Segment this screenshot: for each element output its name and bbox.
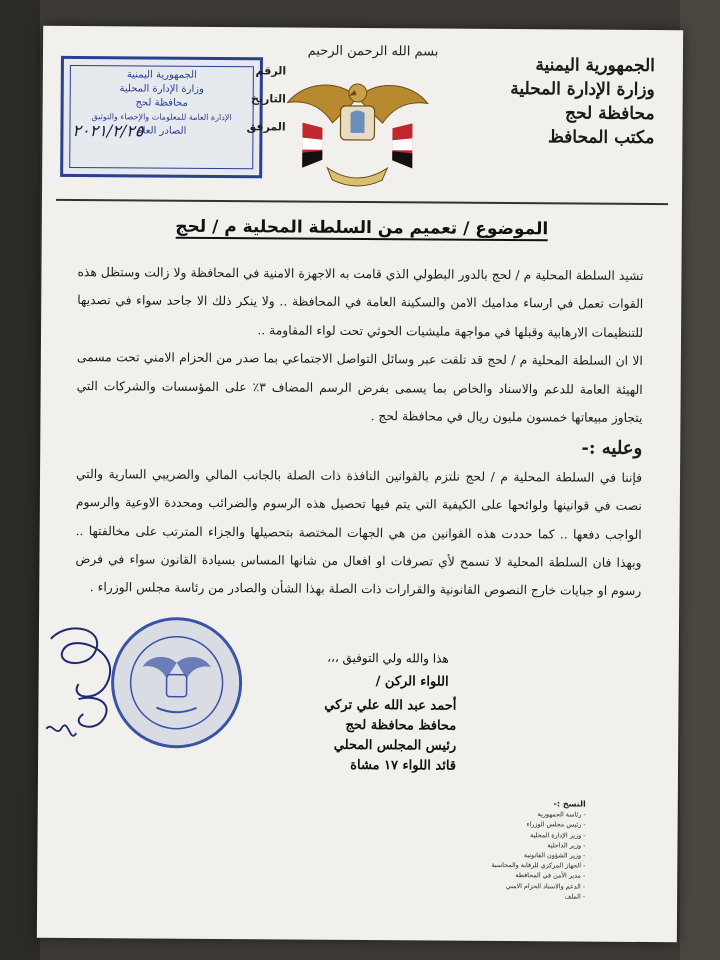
stamp-line: الإدارة العامة للمعلومات والإحصاء والتوثيق (91, 112, 232, 123)
letter-body (75, 258, 643, 606)
basmala: بسم الله الرحمن الرحيم (307, 43, 439, 60)
signer-name: أحمد عبد الله علي تركي (324, 697, 457, 714)
background-left (0, 0, 40, 960)
copy-recipient: - رئيس مجلس الوزراء (526, 820, 586, 829)
closing-block (327, 646, 449, 695)
reference-label: الرقم (255, 64, 287, 78)
copy-recipient: - الملف (564, 892, 586, 901)
republic-emblem-icon (282, 67, 433, 193)
stamp-line: الصادر العام (136, 125, 187, 137)
stamp-line: محافظة لحج (135, 97, 188, 109)
signer-title: محافظ محافظة لحج (345, 717, 457, 734)
date-label: التاريخ (250, 92, 286, 106)
copy-recipient: - الدعم والاسناد الحزام الامني (505, 881, 586, 891)
copy-recipient: - رئاسة الجمهورية (537, 810, 586, 819)
background-right (680, 0, 720, 960)
copy-recipient: - مدير الأمن في المحافظة (515, 871, 586, 881)
copy-recipient: - الجهاز المركزي للرقابة والمحاسبة (491, 861, 586, 870)
handwritten-signature-icon (38, 609, 139, 760)
copies-list (465, 799, 586, 902)
letterhead-line: الجمهورية اليمنية (535, 55, 655, 77)
body-paragraph: فإننا في السلطة المحلية م / لحج نلتزم بالقوانين النافذة ذات الصلة بالجانب المالي والضريبي السارية والتي نصت في قوانينها ولوائحها على الكيفية التي يتم فيها تحصيل هذه الرسوم والضرائب ومحددة الاوعية والرسوم الواجب دفعها .. كما حددت هذه القوانين من هي الجهات المختصة بتحصيلها والجزاء المترتب على مخالفتها .. وبهذا فان السلطة المحلية لا تسمح لأي تصرفات او افعال من شانها المساس بسيادة القانون سواء في فرض رسوم او جبايات خارج النصوص القانونية والقرارات ذات الصلة بهذا الشأن والصادر من رئاسة مجلس الوزراء . (75, 466, 643, 599)
stamp-line: الجمهورية اليمنية (126, 69, 197, 81)
signer-title: رئيس المجلس المحلي (333, 737, 457, 754)
body-paragraph: تشيد السلطة المحلية م / لحج بالدور البطولي الذي قامت به الاجهزة الامنية في المحافظة ولا زالت وستظل هذه القوات تعمل في ارساء مداميك الامن والسكينة العامة في المحافظة .. ولا ينكر ذلك الا جاحد سواء في تصديها للتنظيمات الارهابية وقبلها في مواجهة مليشيات الحوثي تحت لواء المقاومة .. (77, 265, 644, 340)
stamp-date: ٢٠٢١/٢/٢٥ (72, 120, 144, 141)
copies-title: النسخ :- (553, 799, 586, 809)
registry-stamp (60, 56, 263, 178)
letterhead-line: مكتب المحافظ (547, 127, 655, 149)
letterhead-line: وزارة الإدارة المحلية (510, 79, 655, 101)
reference-fields (246, 57, 286, 141)
letterhead (454, 53, 655, 150)
subject-heading (42, 216, 682, 240)
closing-line: هذا والله ولي التوفيق ،،، (327, 650, 449, 666)
document-page (37, 26, 683, 942)
stamp-line: وزارة الإدارة المحلية (119, 83, 204, 95)
attachment-label: المرفق (246, 120, 286, 134)
letterhead-line: محافظة لحج (565, 103, 655, 125)
subject-text: الموضوع / تعميم من السلطة المحلية م / لحج (175, 216, 549, 240)
copy-recipient: - وزير الإدارة المحلية (530, 830, 586, 840)
signer-block (256, 695, 457, 776)
copy-recipient: - وزير الشؤون القانونية (523, 851, 586, 860)
signer-title: قائد اللواء ١٧ مشاة (350, 757, 457, 774)
copy-recipient: - وزير الداخلية (547, 841, 586, 850)
body-paragraph: الا ان السلطة المحلية م / لحج قد تلقت عبر وسائل التواصل الاجتماعي بما صدر من الحزام الامني تحت مسمى الهيئة العامة للدعم والاسناد والخاص بما يسمى بفرض الرسم المضاف ٣٪ على المؤسسات والشركات التي يتجاوز مبيعاتها خمسون مليون ريال في محافظة لحج . (76, 350, 643, 426)
header-divider (56, 199, 668, 205)
therefore-heading: وعليه :- (581, 437, 643, 460)
signer-rank: اللواء الركن / (375, 674, 449, 690)
